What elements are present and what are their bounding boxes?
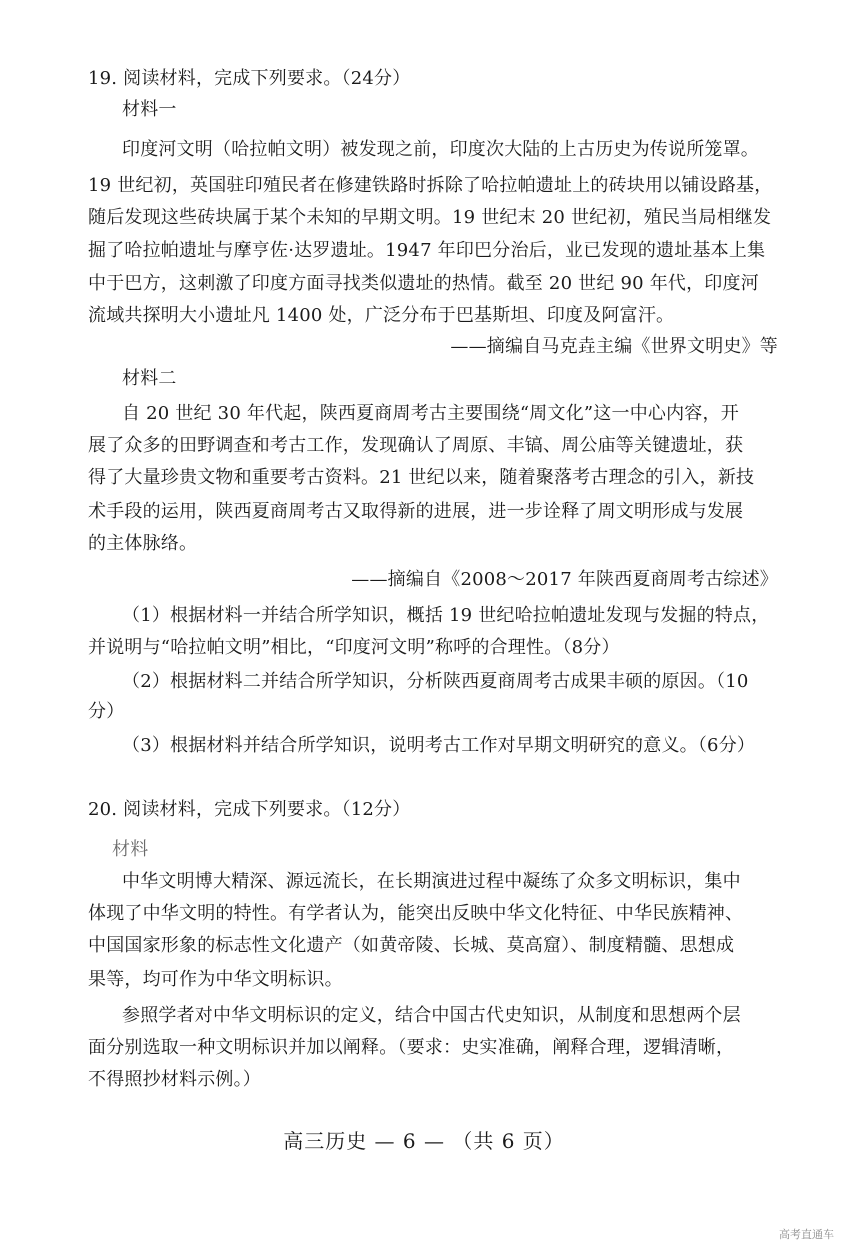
q19-material1-line: 随后发现这些砖块属于某个未知的早期文明。19 世纪末 20 世纪初，殖民当局相继发	[88, 207, 772, 228]
q19-material2-line: 得了大量珍贵文物和重要考古资料。21 世纪以来，随着聚落考古理念的引入，新技	[88, 467, 755, 488]
q19-material1-line: 印度河文明（哈拉帕文明）被发现之前，印度次大陆的上古历史为传说所笼罩。	[122, 139, 759, 160]
q20-requirement: 不得照抄材料示例。）	[88, 1069, 261, 1090]
q19-material1-source: ——摘编自马克垚主编《世界文明史》等	[450, 336, 778, 357]
q19-material2-line: 展了众多的田野调查和考古工作，发现确认了周原、丰镐、周公庙等关键遗址，获	[88, 435, 744, 456]
q19-subquestion: （2）根据材料二并结合所学知识，分析陕西夏商周考古成果丰硕的原因。（10	[122, 671, 749, 692]
watermark-text: 高考直通车	[779, 1228, 834, 1241]
q19-material2-line: 术手段的运用，陕西夏商周考古又取得新的进展，进一步诠释了周文明形成与发展	[88, 501, 744, 522]
q19-subquestion: （1）根据材料一并结合所学知识，概括 19 世纪哈拉帕遗址发现与发掘的特点，	[122, 605, 770, 626]
q19-material2-line: 自 20 世纪 30 年代起，陕西夏商周考古主要围绕“周文化”这一中心内容，开	[122, 403, 739, 424]
q20-title: 20. 阅读材料，完成下列要求。（12分）	[88, 799, 411, 820]
q19-material2-line: 的主体脉络。	[88, 533, 198, 554]
q20-material-line: 果等，均可作为中华文明标识。	[88, 969, 343, 990]
q20-material-line: 中国国家形象的标志性文化遗产（如黄帝陵、长城、莫高窟）、制度精髓、思想成	[88, 935, 735, 956]
q20-requirement: 参照学者对中华文明标识的定义，结合中国古代史知识，从制度和思想两个层	[122, 1005, 741, 1026]
q20-material-line: 中华文明博大精深、源远流长，在长期演进过程中凝练了众多文明标识，集中	[122, 871, 741, 892]
q19-material1-line: 流域共探明大小遗址凡 1400 处，广泛分布于巴基斯坦、印度及阿富汗。	[88, 305, 675, 326]
q20-material-line: 体现了中华文明的特性。有学者认为，能突出反映中华文化特征、中华民族精神、	[88, 903, 744, 924]
page-footer: 高三历史 — 6 — （共 6 页）	[283, 1129, 565, 1153]
q19-material1-line: 中于巴方，这刺激了印度方面寻找类似遗址的热情。截至 20 世纪 90 年代，印度河	[88, 273, 759, 294]
q19-material1-line: 掘了哈拉帕遗址与摩亨佐·达罗遗址。1947 年印巴分治后，业已发现的遗址基本上集	[88, 240, 766, 261]
q19-title: 19. 阅读材料，完成下列要求。（24分）	[88, 68, 411, 89]
q19-material1-line: 19 世纪初，英国驻印殖民者在修建铁路时拆除了哈拉帕遗址上的砖块用以铺设路基，	[88, 175, 773, 196]
q19-material2-source: ——摘编自《2008～2017 年陕西夏商周考古综述》	[351, 569, 778, 590]
q19-subquestion: （3）根据材料并结合所学知识，说明考古工作对早期文明研究的意义。（6分）	[122, 735, 756, 756]
q19-subquestion: 并说明与“哈拉帕文明”相比，“印度河文明”称呼的合理性。（8分）	[88, 637, 620, 658]
q20-material-label: 材料	[112, 839, 149, 860]
q19-material2-label: 材料二	[122, 368, 177, 389]
q20-requirement: 面分别选取一种文明标识并加以阐释。（要求：史实准确，阐释合理，逻辑清晰，	[88, 1037, 735, 1058]
q19-material1-label: 材料一	[122, 99, 177, 120]
q19-subquestion: 分）	[88, 701, 125, 722]
